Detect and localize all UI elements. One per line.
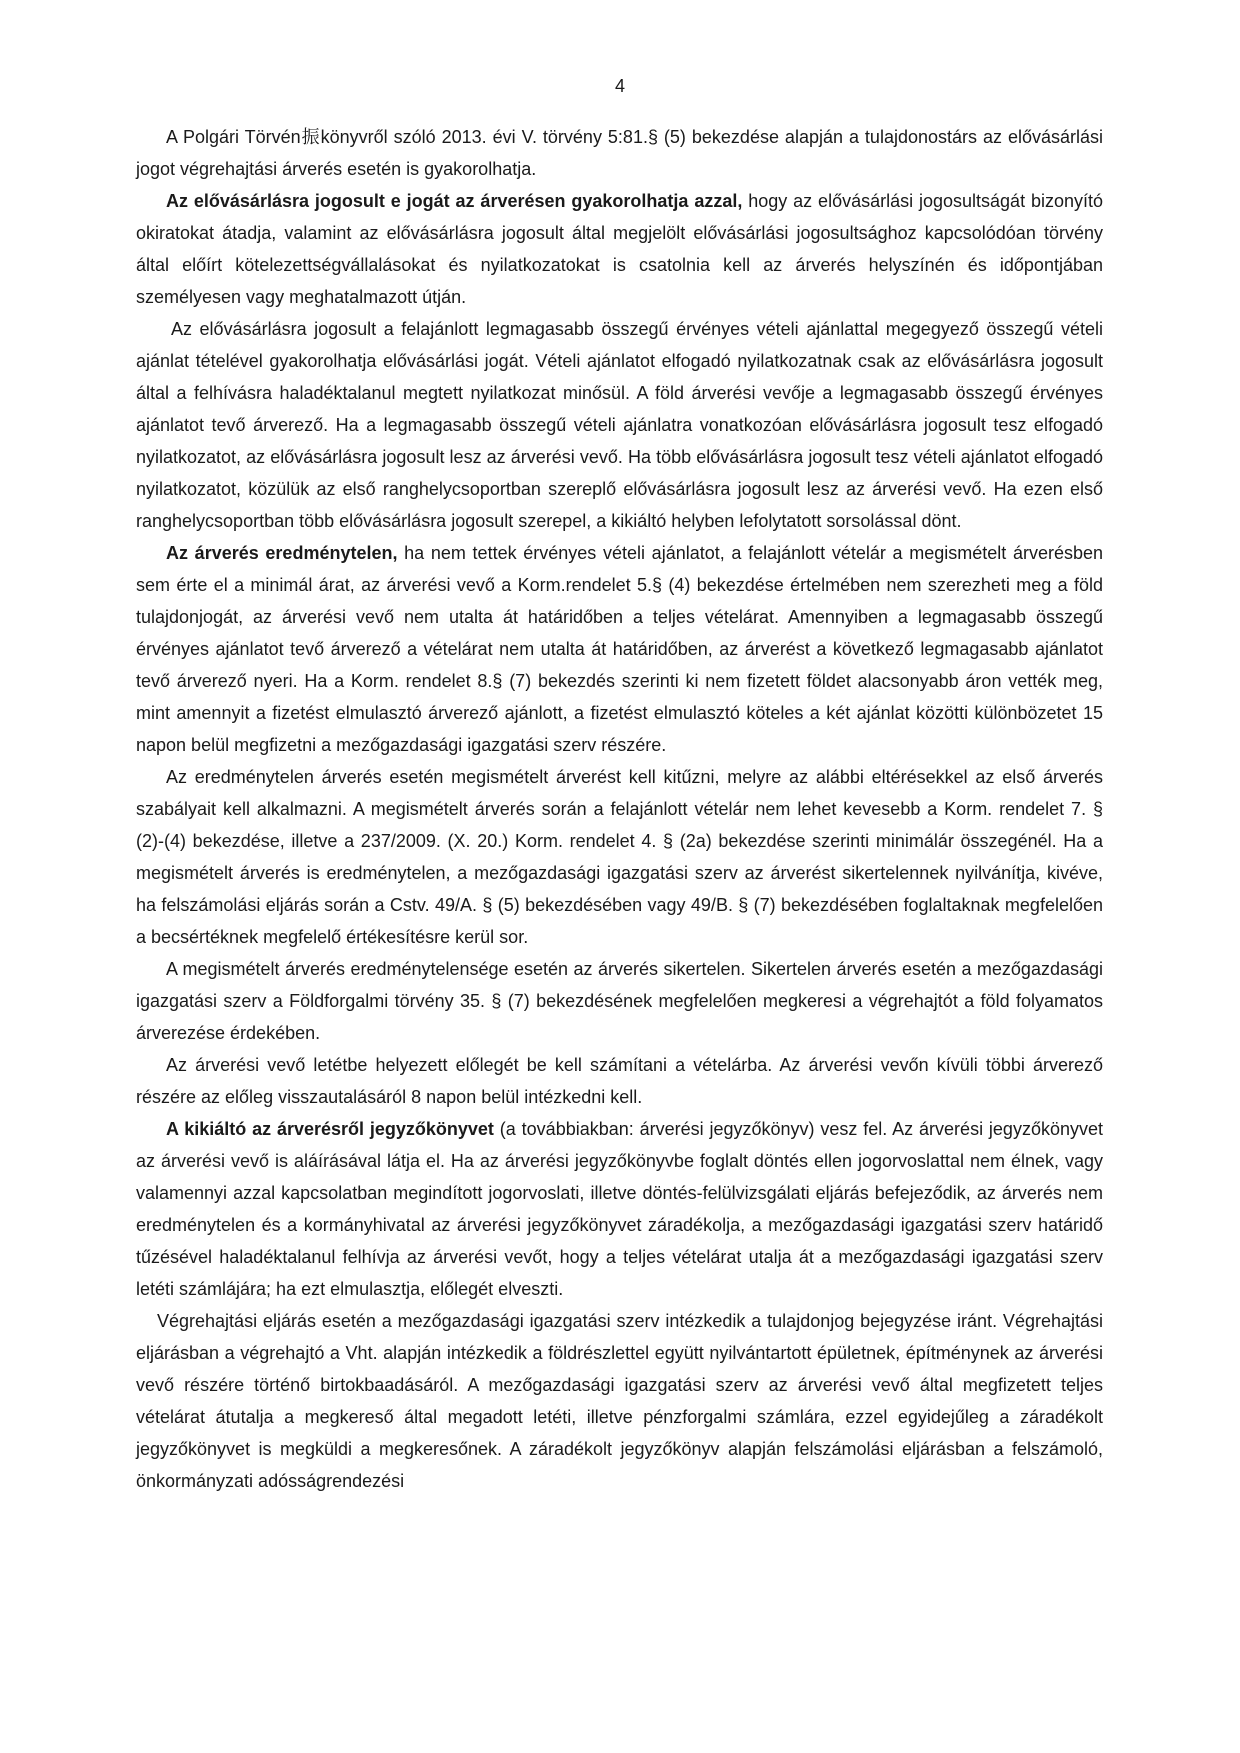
page-number: 4 — [614, 76, 625, 96]
paragraph-text: Az eredménytelen árverés esetén megismételt árverést kell kitűzni, melyre az alábbi eltérésekkel az első árverés szabályait kell alkalmazni. A megismételt árverés során a felajánlott vételár nem lehet kevesebb a Korm. rendelet 7. § (2)-(4) bekezdése, illetve a 237/2009. (X. 20.) Korm. rendelet 4. § (2a) bekezdése szerinti minimálár összegénél. Ha a megismételt árverés is eredménytelen, a mezőgazdasági igazgatási szerv az árverést sikertelennek nyilvánítja, kivéve, ha felszámolási eljárás során a Cstv. 49/A. § (5) bekezdésében vagy 49/B. § (7) bekezdésében foglaltaknak megfelelően a becsértéknek megfelelő értékesítésre kerül sor. — [136, 767, 1103, 947]
paragraph-text: Az árverési vevő letétbe helyezett előlegét be kell számítani a vételárba. Az árverési vevőn kívüli többi árverező részére az előleg visszautalásáról 8 napon belül intézkedni kell. — [136, 1055, 1103, 1107]
paragraph-text: A Polgári Törvén振könyvről szóló 2013. évi V. törvény 5:81.§ (5) bekezdése alapján a tulajdonostárs az elővásárlási jogot végrehajtási árverés esetén is gyakorolhatja. — [136, 127, 1103, 179]
paragraph-text: (a továbbiakban: árverési jegyzőkönyv) vesz fel. Az árverési jegyzőkönyvet az árverési vevő is aláírásával látja el. Ha az árverési jegyzőkönyvbe foglalt döntés ellen jogorvoslattal nem élnek, vagy valamennyi azzal kapcsolatban megindított jogorvoslati, illetve döntés-felülvizsgálati eljárás befejeződik, az árverés nem eredménytelen és a kormányhivatal az árverési jegyzőkönyvet záradékolja, a mezőgazdasági igazgatási szerv határidő tűzésével haladéktalanul felhívja az árverési vevőt, hogy a teljes vételárat utalja át a mezőgazdasági igazgatási szerv letéti számlájára; ha ezt elmulasztja, előlegét elveszti. — [136, 1119, 1103, 1299]
paragraph-preemption-offer — [136, 313, 1103, 537]
paragraph-preemption-exercise — [136, 185, 1103, 313]
paragraph-auction-minutes — [136, 1113, 1103, 1305]
paragraph-text: Végrehajtási eljárás esetén a mezőgazdasági igazgatási szerv intézkedik a tulajdonjog bejegyzése iránt. Végrehajtási eljárásban a végrehajtó a Vht. alapján intézkedik a földrészlettel együtt nyilvántartott épületnek, építménynek az árverési vevő részére történő birtokbaadásáról. A mezőgazdasági igazgatási szerv az árverési vevő által megfizetett teljes vételárat átutalja a megkereső által megadott letéti, illetve pénzforgalmi számlára, ezzel egyidejűleg a záradékolt jegyzőkönyvet is megküldi a megkeresőnek. A záradékolt jegyzőkönyv alapján felszámolási eljárásban a felszámoló, önkormányzati adósságrendezési — [136, 1311, 1103, 1491]
document-body — [136, 121, 1103, 1497]
paragraph-lead-bold: A kikiáltó az árverésről jegyzőkönyvet — [166, 1119, 494, 1139]
paragraph-deposit — [136, 1049, 1103, 1113]
paragraph-enforcement-procedure — [136, 1305, 1103, 1497]
paragraph-auction-unsuccessful — [136, 537, 1103, 761]
paragraph-text: hogy az elővásárlási jogosultságát bizonyító okiratokat átadja, valamint az elővásárlásra jogosult által megjelölt elővásárlási jogosultsághoz kapcsolódóan törvény által előírt kötelezettségvállalásokat és nyilatkozatokat is csatolnia kell az árverés helyszínén és időpontjában személyesen vagy meghatalmazott útján. — [136, 191, 1103, 307]
paragraph-repeated-auction-failure — [136, 953, 1103, 1049]
paragraph-lead-bold: Az árverés eredménytelen, — [166, 543, 398, 563]
paragraph-lead-bold: Az elővásárlásra jogosult e jogát az árverésen gyakorolhatja azzal, — [166, 191, 743, 211]
paragraph-text: Az elővásárlásra jogosult a felajánlott legmagasabb összegű érvényes vételi ajánlattal megegyező összegű vételi ajánlat tételével gyakorolhatja elővásárlási jogát. Vételi ajánlatot elfogadó nyilatkozatnak csak az elővásárlásra jogosult által a felhívásra haladéktalanul megtett nyilatkozat minősül. A föld árverési vevője a legmagasabb összegű érvényes ajánlatot tevő árverező. Ha a legmagasabb összegű vételi ajánlatra vonatkozóan elővásárlásra jogosult tesz elfogadó nyilatkozatot, az elővásárlásra jogosult lesz az árverési vevő. Ha több elővásárlásra jogosult tesz vételi ajánlatot elfogadó nyilatkozatot, közülük az első ranghelycsoportban szereplő elővásárlásra jogosult lesz az árverési vevő. Ha ezen első ranghelycsoportban több elővásárlásra jogosult szerepel, a kikiáltó helyben lefolytatott sorsolással dönt. — [136, 319, 1103, 531]
paragraph-preemption-co-owner — [136, 121, 1103, 185]
paragraph-repeated-auction — [136, 761, 1103, 953]
paragraph-text: A megismételt árverés eredménytelensége esetén az árverés sikertelen. Sikertelen árverés esetén a mezőgazdasági igazgatási szerv a Földforgalmi törvény 35. § (7) bekezdésének megfelelően megkeresi a végrehajtót a föld folyamatos árverezése érdekében. — [136, 959, 1103, 1043]
paragraph-text: ha nem tettek érvényes vételi ajánlatot, a felajánlott vételár a megismételt árverésben sem érte el a minimál árat, az árverési vevő a Korm.rendelet 5.§ (4) bekezdése értelmében nem szerezheti meg a föld tulajdonjogát, az árverési vevő nem utalta át határidőben a teljes vételárat. Amennyiben a legmagasabb összegű érvényes ajánlatot tevő árverező a vételárat nem utalta át határidőben, az árverést a következő legmagasabb ajánlatot tevő árverező nyeri. Ha a Korm. rendelet 8.§ (7) bekezdés szerinti ki nem fizetett földet alacsonyabb áron vették meg, mint amennyit a fizetést elmulasztó árverező ajánlott, a fizetést elmulasztó köteles a két ajánlat közötti különbözetet 15 napon belül megfizetni a mezőgazdasági igazgatási szerv részére. — [136, 543, 1103, 755]
